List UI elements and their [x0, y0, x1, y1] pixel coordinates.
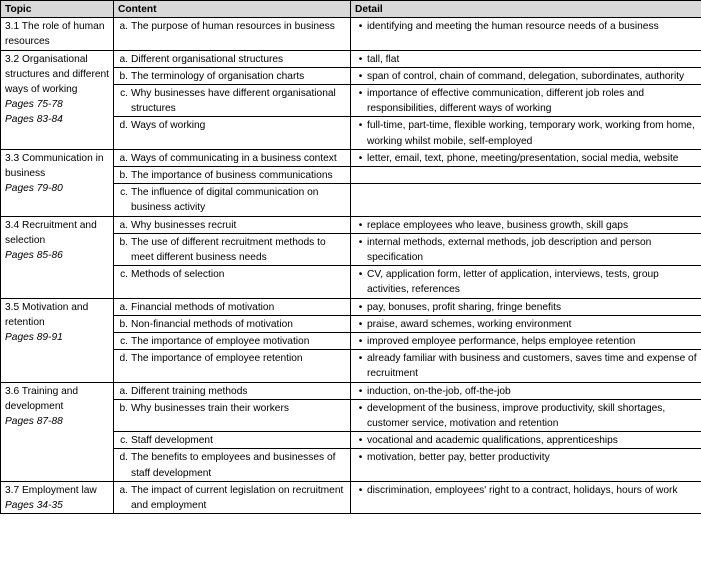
- bullet-icon: •: [358, 301, 363, 313]
- content-text: Why businesses have different organisational structures: [131, 88, 336, 115]
- detail-text: praise, award schemes, working environment: [367, 318, 572, 330]
- item-letter: a.: [119, 21, 128, 33]
- table-row: [1, 382, 701, 399]
- content-cell: [114, 350, 351, 382]
- topic-cell: [1, 18, 114, 50]
- table-row: [1, 50, 701, 67]
- content-cell: [114, 266, 351, 298]
- item-letter: c.: [120, 269, 128, 281]
- detail-item: [354, 433, 698, 448]
- detail-item: [354, 384, 698, 399]
- content-text: Financial methods of motivation: [131, 301, 275, 313]
- topic-pages: Pages 89-91: [5, 332, 63, 344]
- detail-item: [354, 19, 698, 34]
- content-item: [117, 483, 347, 513]
- table-row: [1, 149, 701, 166]
- detail-cell: [351, 481, 701, 513]
- bullet-icon: •: [358, 318, 363, 330]
- topic-pages: Pages 75-78: [5, 99, 63, 111]
- detail-text: pay, bonuses, profit sharing, fringe benefits: [367, 301, 562, 313]
- detail-cell: [351, 449, 701, 481]
- detail-item: [354, 118, 698, 148]
- content-cell: [114, 333, 351, 350]
- detail-item: [354, 401, 698, 431]
- bullet-icon: •: [358, 269, 363, 281]
- bullet-icon: •: [358, 336, 363, 348]
- item-letter: c.: [120, 187, 128, 199]
- detail-text: development of the business, improve productivity, skill shortages, customer service, motivation and retention: [367, 402, 666, 430]
- topic-cell: [1, 50, 114, 149]
- item-letter: a.: [119, 484, 128, 496]
- detail-item: [354, 52, 698, 67]
- detail-cell: [351, 216, 701, 233]
- bullet-icon: •: [358, 70, 363, 82]
- detail-text: already familiar with business and customers, saves time and expense of recruitment: [367, 353, 697, 380]
- topic-cell: [1, 382, 114, 481]
- content-text: Non-financial methods of motivation: [131, 318, 293, 330]
- detail-text: discrimination, employees' right to a contract, holidays, hours of work: [367, 484, 678, 496]
- content-cell: [114, 449, 351, 481]
- topic-pages: Pages 87-88: [5, 416, 63, 428]
- topic-title: 3.1 The role of human resources: [5, 21, 105, 48]
- content-text: The importance of employee retention: [131, 353, 303, 365]
- detail-item: [354, 300, 698, 315]
- content-item: [117, 401, 347, 416]
- detail-cell: [351, 432, 701, 449]
- bullet-icon: •: [358, 53, 363, 65]
- content-cell: [114, 18, 351, 50]
- content-item: [117, 317, 347, 332]
- content-text: The importance of employee motivation: [131, 336, 310, 348]
- content-text: Why businesses recruit: [131, 219, 237, 231]
- content-cell: [114, 67, 351, 84]
- content-cell: [114, 85, 351, 117]
- content-item: [117, 351, 347, 366]
- table-row: [1, 298, 701, 315]
- content-text: The benefits to employees and businesses of staff development: [131, 452, 336, 479]
- bullet-icon: •: [358, 21, 363, 33]
- detail-cell: [351, 167, 701, 184]
- content-item: [117, 69, 347, 84]
- bullet-icon: •: [358, 236, 363, 248]
- detail-cell: [351, 184, 701, 216]
- content-cell: [114, 167, 351, 184]
- table-row: [1, 481, 701, 513]
- detail-item: [354, 151, 698, 166]
- detail-cell: [351, 50, 701, 67]
- detail-cell: [351, 149, 701, 166]
- bullet-icon: •: [358, 120, 363, 132]
- bullet-icon: •: [358, 402, 363, 414]
- topic-title: 3.4 Recruitment and selection: [5, 219, 97, 246]
- detail-item: [354, 86, 698, 116]
- header-row: [1, 1, 701, 18]
- content-cell: [114, 149, 351, 166]
- table-row: [1, 216, 701, 233]
- content-text: The purpose of human resources in business: [131, 21, 335, 33]
- content-cell: [114, 233, 351, 265]
- bullet-icon: •: [358, 452, 363, 464]
- detail-cell: [351, 117, 701, 149]
- item-letter: a.: [119, 385, 128, 397]
- detail-cell: [351, 399, 701, 431]
- content-cell: [114, 50, 351, 67]
- content-item: [117, 168, 347, 183]
- detail-text: induction, on-the-job, off-the-job: [367, 385, 511, 397]
- content-cell: [114, 117, 351, 149]
- item-letter: b.: [119, 170, 128, 182]
- topic-cell: [1, 481, 114, 513]
- bullet-icon: •: [358, 353, 363, 365]
- detail-text: internal methods, external methods, job description and person specification: [367, 236, 652, 264]
- item-letter: b.: [119, 236, 128, 248]
- item-letter: a.: [119, 219, 128, 231]
- detail-text: full-time, part-time, flexible working, temporary work, working from home, working whilst mobile, self-employed: [367, 120, 695, 147]
- detail-text: span of control, chain of command, delegation, subordinates, authority: [367, 70, 685, 82]
- content-text: Staff development: [131, 435, 213, 447]
- item-letter: c.: [120, 88, 128, 100]
- detail-item: [354, 317, 698, 332]
- content-item: [117, 450, 347, 480]
- content-text: The impact of current legislation on recruitment and employment: [131, 484, 344, 512]
- bullet-icon: •: [358, 435, 363, 447]
- detail-text: identifying and meeting the human resource needs of a business: [367, 21, 659, 33]
- topic-title: 3.6 Training and development: [5, 385, 79, 412]
- detail-item: [354, 267, 698, 297]
- header-content: Content: [114, 1, 351, 18]
- content-cell: [114, 432, 351, 449]
- item-letter: a.: [119, 152, 128, 164]
- bullet-icon: •: [358, 152, 363, 164]
- bullet-icon: •: [358, 219, 363, 231]
- content-item: [117, 235, 347, 265]
- content-item: [117, 19, 347, 34]
- item-letter: b.: [119, 318, 128, 330]
- content-cell: [114, 399, 351, 431]
- topic-pages: Pages 85-86: [5, 250, 63, 262]
- table-body: [1, 18, 701, 514]
- header-detail: Detail: [351, 1, 701, 18]
- content-text: Ways of working: [131, 120, 206, 132]
- content-cell: [114, 481, 351, 513]
- detail-cell: [351, 315, 701, 332]
- topic-title: 3.3 Communication in business: [5, 152, 104, 180]
- detail-item: [354, 450, 698, 465]
- detail-text: motivation, better pay, better productivity: [367, 452, 550, 464]
- item-letter: d.: [119, 120, 128, 132]
- topic-pages: Pages 34-35: [5, 500, 63, 512]
- detail-text: letter, email, text, phone, meeting/presentation, social media, website: [367, 152, 679, 164]
- content-item: [117, 267, 347, 282]
- detail-cell: [351, 333, 701, 350]
- item-letter: c.: [120, 336, 128, 348]
- detail-text: tall, flat: [367, 53, 400, 65]
- content-item: [117, 185, 347, 215]
- topic-cell: [1, 149, 114, 216]
- content-item: [117, 433, 347, 448]
- content-text: Ways of communicating in a business context: [131, 152, 337, 164]
- topic-cell: [1, 216, 114, 298]
- content-text: The influence of digital communication on business activity: [131, 187, 319, 214]
- detail-cell: [351, 266, 701, 298]
- table-row: [1, 18, 701, 50]
- bullet-icon: •: [358, 88, 363, 100]
- content-item: [117, 118, 347, 133]
- detail-cell: [351, 382, 701, 399]
- detail-cell: [351, 67, 701, 84]
- item-letter: a.: [119, 53, 128, 65]
- content-item: [117, 334, 347, 349]
- detail-text: replace employees who leave, business growth, skill gaps: [367, 219, 629, 231]
- detail-item: [354, 235, 698, 265]
- detail-item: [354, 483, 698, 498]
- content-text: The use of different recruitment methods to meet different business needs: [131, 236, 326, 264]
- content-item: [117, 300, 347, 315]
- item-letter: b.: [119, 70, 128, 82]
- content-item: [117, 218, 347, 233]
- content-text: The importance of business communications: [131, 170, 333, 182]
- content-text: Different organisational structures: [131, 53, 284, 65]
- content-cell: [114, 216, 351, 233]
- detail-text: improved employee performance, helps employee retention: [367, 336, 636, 348]
- topic-pages: Pages 79-80: [5, 183, 63, 195]
- detail-item: [354, 69, 698, 84]
- bullet-icon: •: [358, 484, 363, 496]
- content-item: [117, 86, 347, 116]
- item-letter: c.: [120, 435, 128, 447]
- detail-cell: [351, 298, 701, 315]
- header-topic: Topic: [1, 1, 114, 18]
- content-text: Different training methods: [131, 385, 248, 397]
- detail-cell: [351, 18, 701, 50]
- content-cell: [114, 184, 351, 216]
- detail-item: [354, 334, 698, 349]
- detail-cell: [351, 350, 701, 382]
- topic-title: 3.5 Motivation and retention: [5, 301, 89, 328]
- content-text: Methods of selection: [131, 269, 225, 281]
- content-item: [117, 52, 347, 67]
- item-letter: d.: [119, 452, 128, 464]
- content-text: The terminology of organisation charts: [131, 70, 305, 82]
- detail-text: CV, application form, letter of application, interviews, tests, group activities, references: [367, 269, 659, 296]
- detail-cell: [351, 233, 701, 265]
- detail-text: vocational and academic qualifications, apprenticeships: [367, 435, 618, 447]
- item-letter: a.: [119, 301, 128, 313]
- detail-cell: [351, 85, 701, 117]
- detail-item: [354, 218, 698, 233]
- detail-text: importance of effective communication, different job roles and responsibilities, different ways of working: [367, 88, 645, 115]
- topic-pages: Pages 83-84: [5, 114, 63, 126]
- item-letter: b.: [119, 402, 128, 414]
- bullet-icon: •: [358, 385, 363, 397]
- topic-cell: [1, 298, 114, 382]
- item-letter: d.: [119, 353, 128, 365]
- content-cell: [114, 382, 351, 399]
- content-item: [117, 384, 347, 399]
- topic-title: 3.2 Organisational structures and different ways of working: [5, 53, 110, 96]
- detail-item: [354, 351, 698, 381]
- content-cell: [114, 298, 351, 315]
- topic-title: 3.7 Employment law: [5, 484, 97, 496]
- content-item: [117, 151, 347, 166]
- content-text: Why businesses train their workers: [131, 402, 289, 414]
- content-cell: [114, 315, 351, 332]
